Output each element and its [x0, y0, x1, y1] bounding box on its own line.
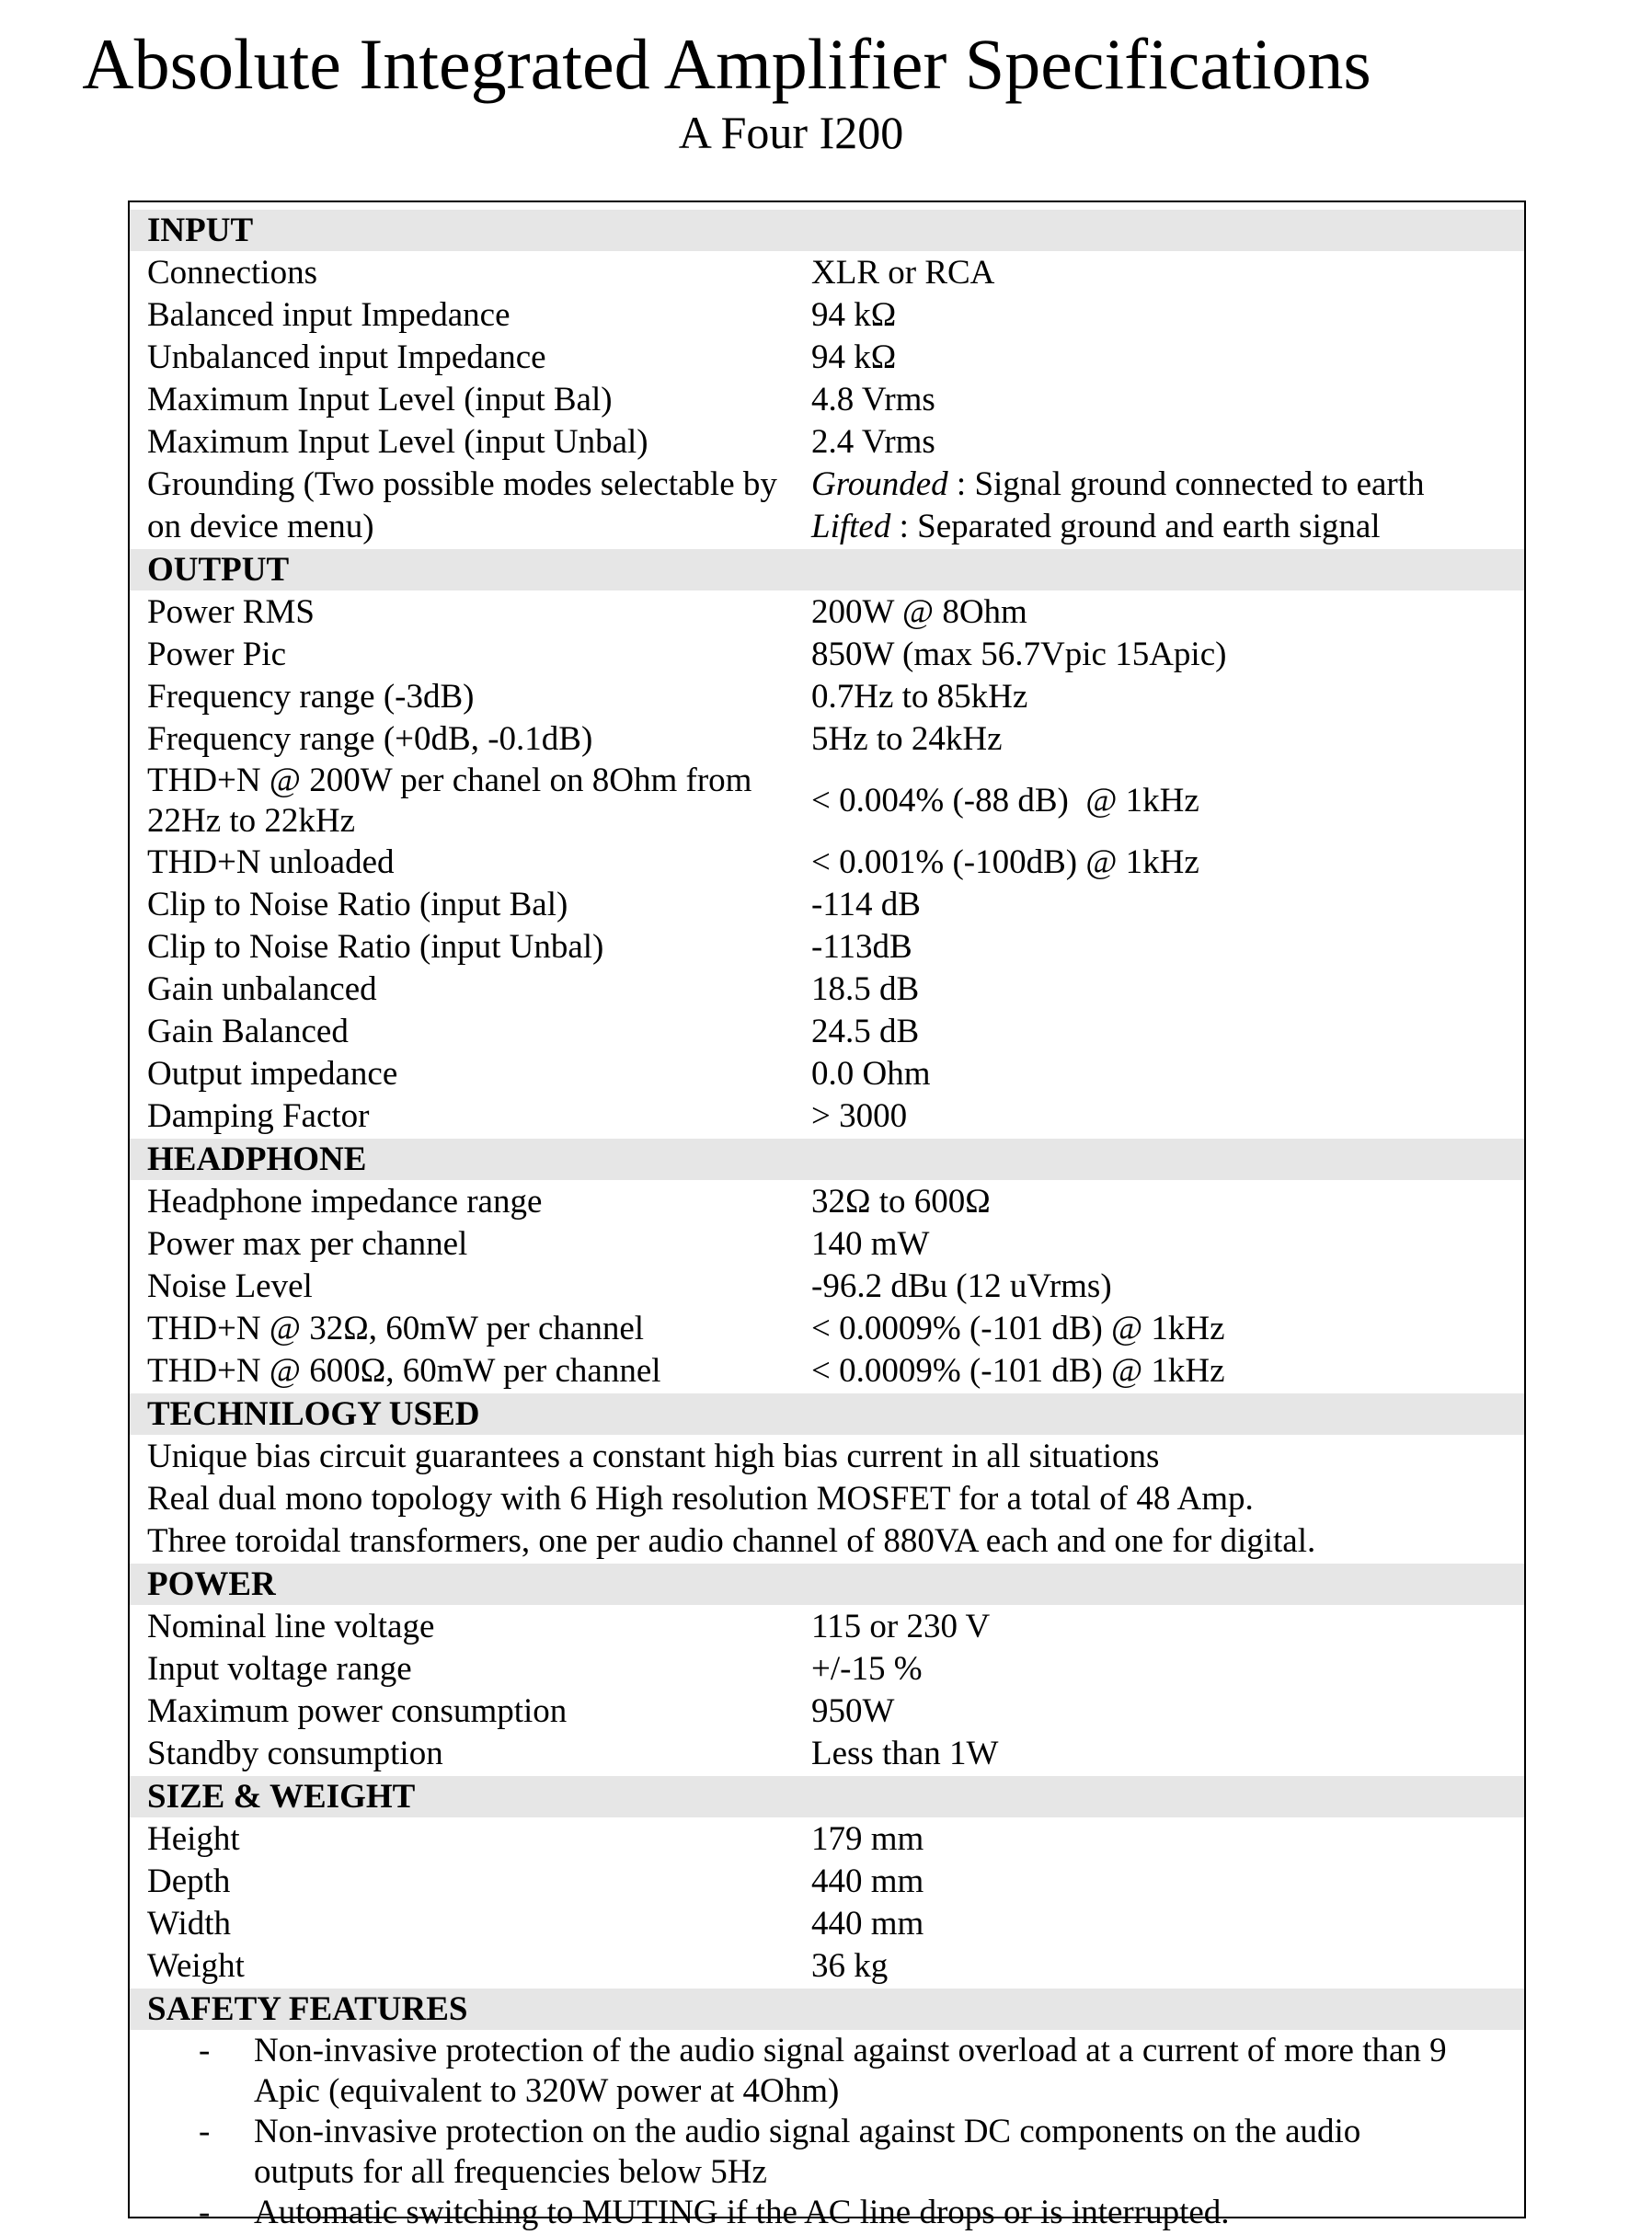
spec-label: Power Pic: [147, 636, 287, 673]
spec-value: < 0.0009% (-101 dB) @ 1kHz: [811, 1310, 1225, 1347]
technology-line: Real dual mono topology with 6 High resolution MOSFET for a total of 48 Amp.: [147, 1480, 1254, 1518]
spec-label: [130, 464, 811, 548]
spec-value: 440 mm: [811, 1862, 924, 1900]
grounding-label-line1: Grounding (Two possible modes selectable by: [147, 465, 777, 503]
spec-label: Unbalanced input Impedance: [147, 338, 546, 376]
spec-row: [130, 1308, 1524, 1350]
safety-item-line2: Apic (equivalent to 320W power at 4Ohm): [254, 2072, 840, 2110]
spec-label: Connections: [147, 254, 317, 292]
spec-label: Gain unbalanced: [147, 970, 377, 1008]
safety-item-line2: outputs for all frequencies below 5Hz: [254, 2153, 767, 2191]
spec-label: Width: [147, 1905, 232, 1943]
spec-label: Input voltage range: [147, 1650, 412, 1688]
grounding-mode-desc: : Separated ground and earth signal: [890, 508, 1381, 545]
spec-value: 440 mm: [811, 1905, 924, 1943]
spec-row: [130, 718, 1524, 761]
spec-row: [130, 1350, 1524, 1393]
spec-value: 4.8 Vrms: [811, 381, 935, 418]
spec-rows: [130, 202, 1524, 2233]
spec-row: [130, 1181, 1524, 1223]
grounding-mode-name: Grounded: [811, 465, 948, 503]
spec-row: [130, 968, 1524, 1011]
spec-row: [130, 1011, 1524, 1053]
spec-row: [130, 1606, 1524, 1648]
grounding-mode-grounded: [811, 464, 1524, 506]
spec-row: [130, 884, 1524, 926]
spec-value: 950W: [811, 1692, 895, 1730]
spec-row: [130, 591, 1524, 634]
bullet-dash: -: [199, 2032, 211, 2069]
safety-item-text: [254, 2112, 1524, 2193]
bullet-dash: -: [199, 2194, 211, 2231]
spec-value: < 0.0009% (-101 dB) @ 1kHz: [811, 1352, 1225, 1390]
spec-value: Less than 1W: [811, 1735, 999, 1772]
spec-row: [130, 926, 1524, 968]
spec-value: 94 kΩ: [811, 296, 897, 334]
spec-label: Output impedance: [147, 1055, 398, 1093]
spec-row: [130, 842, 1524, 884]
spec-row: [130, 1818, 1524, 1861]
thd-label-line1: THD+N @ 200W per chanel on 8Ohm from: [147, 762, 752, 799]
spec-label: Nominal line voltage: [147, 1608, 435, 1645]
safety-item-text: [254, 2031, 1524, 2112]
spec-value: 94 kΩ: [811, 338, 897, 376]
spec-value: 32Ω to 600Ω: [811, 1183, 991, 1221]
grounding-mode-desc: : Signal ground connected to earth: [947, 465, 1425, 503]
technology-line: Unique bias circuit guarantees a constant high bias current in all situations: [147, 1438, 1160, 1475]
spec-label: THD+N @ 600Ω, 60mW per channel: [147, 1352, 661, 1390]
safety-item-text: [254, 2193, 1524, 2233]
spec-value: 36 kg: [811, 1947, 889, 1985]
spec-label: Clip to Noise Ratio (input Unbal): [147, 928, 604, 966]
page-title: Absolute Integrated Amplifier Specifications: [82, 24, 1371, 104]
spec-value: > 3000: [811, 1097, 908, 1135]
grounding-label-line2: on device menu): [147, 508, 374, 545]
spec-value: 2.4 Vrms: [811, 423, 935, 461]
spec-value: -113dB: [811, 928, 912, 966]
section-header-technology: TECHNILOGY USED: [130, 1393, 1524, 1435]
spec-row: [130, 379, 1524, 421]
spec-value: 200W @ 8Ohm: [811, 593, 1027, 631]
spec-label: Weight: [147, 1947, 245, 1985]
safety-item-line1: Non-invasive protection on the audio signal against DC components on the audio: [254, 2113, 1361, 2150]
grounding-mode-name: Lifted: [811, 508, 891, 545]
spec-value: 115 or 230 V: [811, 1608, 991, 1645]
spec-value: 18.5 dB: [811, 970, 920, 1008]
spec-label: Power RMS: [147, 593, 315, 631]
thd-label-line2: 22Hz to 22kHz: [147, 802, 356, 840]
spec-row: [130, 294, 1524, 337]
section-header-headphone: HEADPHONE: [130, 1139, 1524, 1180]
safety-item: [130, 2112, 1524, 2193]
grounding-mode-lifted: [811, 506, 1524, 548]
spec-row: [130, 1861, 1524, 1903]
spec-row: [130, 1648, 1524, 1691]
spec-value: 5Hz to 24kHz: [811, 720, 1003, 758]
spec-row: [130, 1733, 1524, 1775]
safety-item: [130, 2193, 1524, 2233]
spec-value: 0.0 Ohm: [811, 1055, 931, 1093]
spec-value: -114 dB: [811, 886, 921, 923]
spec-label: Frequency range (+0dB, -0.1dB): [147, 720, 593, 758]
spec-label: Maximum power consumption: [147, 1692, 568, 1730]
spec-label: Headphone impedance range: [147, 1183, 543, 1221]
spec-value: XLR or RCA: [811, 254, 995, 292]
spec-value: -96.2 dBu (12 uVrms): [811, 1267, 1112, 1305]
spec-row-thd-200w: [130, 761, 1524, 842]
spec-row: [130, 252, 1524, 294]
spec-value: 179 mm: [811, 1820, 924, 1858]
technology-line: Three toroidal transformers, one per audio channel of 880VA each and one for digital.: [147, 1522, 1316, 1560]
spec-label: Height: [147, 1820, 240, 1858]
spec-label: Damping Factor: [147, 1097, 370, 1135]
spec-row: [130, 1095, 1524, 1138]
safety-item-line1: Automatic switching to MUTING if the AC line drops or is interrupted.: [254, 2194, 1230, 2231]
spec-label: Clip to Noise Ratio (input Bal): [147, 886, 568, 923]
spec-label: Power max per channel: [147, 1225, 468, 1263]
spec-label: Frequency range (-3dB): [147, 678, 475, 716]
section-header-power: POWER: [130, 1564, 1524, 1605]
spec-row: [130, 676, 1524, 718]
section-header-output: OUTPUT: [130, 549, 1524, 590]
spec-label: Noise Level: [147, 1267, 313, 1305]
spec-label: THD+N unloaded: [147, 843, 395, 881]
section-header-safety: SAFETY FEATURES: [130, 1989, 1524, 2030]
spec-value: < 0.001% (-100dB) @ 1kHz: [811, 843, 1199, 881]
spec-row: [130, 1903, 1524, 1945]
section-header-size-weight: SIZE & WEIGHT: [130, 1776, 1524, 1817]
spec-row: [130, 337, 1524, 379]
spec-row: [130, 1945, 1524, 1988]
spec-row: [130, 1266, 1524, 1308]
spec-table: [128, 201, 1526, 2231]
spec-row: [130, 1691, 1524, 1733]
spec-value: 140 mW: [811, 1225, 930, 1263]
spec-row-grounding: [130, 464, 1524, 548]
spec-value: 0.7Hz to 85kHz: [811, 678, 1028, 716]
spec-label: [130, 761, 811, 842]
spec-label: Balanced input Impedance: [147, 296, 511, 334]
spec-label: Depth: [147, 1862, 231, 1900]
spec-value: 24.5 dB: [811, 1013, 920, 1050]
spec-label: THD+N @ 32Ω, 60mW per channel: [147, 1310, 645, 1347]
spec-row: [130, 634, 1524, 676]
spec-value: [811, 464, 1524, 548]
spec-label: Gain Balanced: [147, 1013, 349, 1050]
spec-row: [130, 1223, 1524, 1266]
section-header-input: INPUT: [130, 210, 1524, 251]
safety-item: [130, 2031, 1524, 2112]
page-subtitle: A Four I200: [678, 107, 904, 158]
spec-label: Standby consumption: [147, 1735, 443, 1772]
bullet-dash: -: [199, 2113, 211, 2150]
safety-item-line1: Non-invasive protection of the audio signal against overload at a current of more than 9: [254, 2032, 1447, 2069]
spec-row: [130, 421, 1524, 464]
spec-label: Maximum Input Level (input Unbal): [147, 423, 648, 461]
spec-value: < 0.004% (-88 dB) @ 1kHz: [811, 782, 1199, 820]
spec-row: [130, 1053, 1524, 1095]
spec-label: Maximum Input Level (input Bal): [147, 381, 613, 418]
spec-value: 850W (max 56.7Vpic 15Apic): [811, 636, 1227, 673]
spec-value: +/-15 %: [811, 1650, 923, 1688]
